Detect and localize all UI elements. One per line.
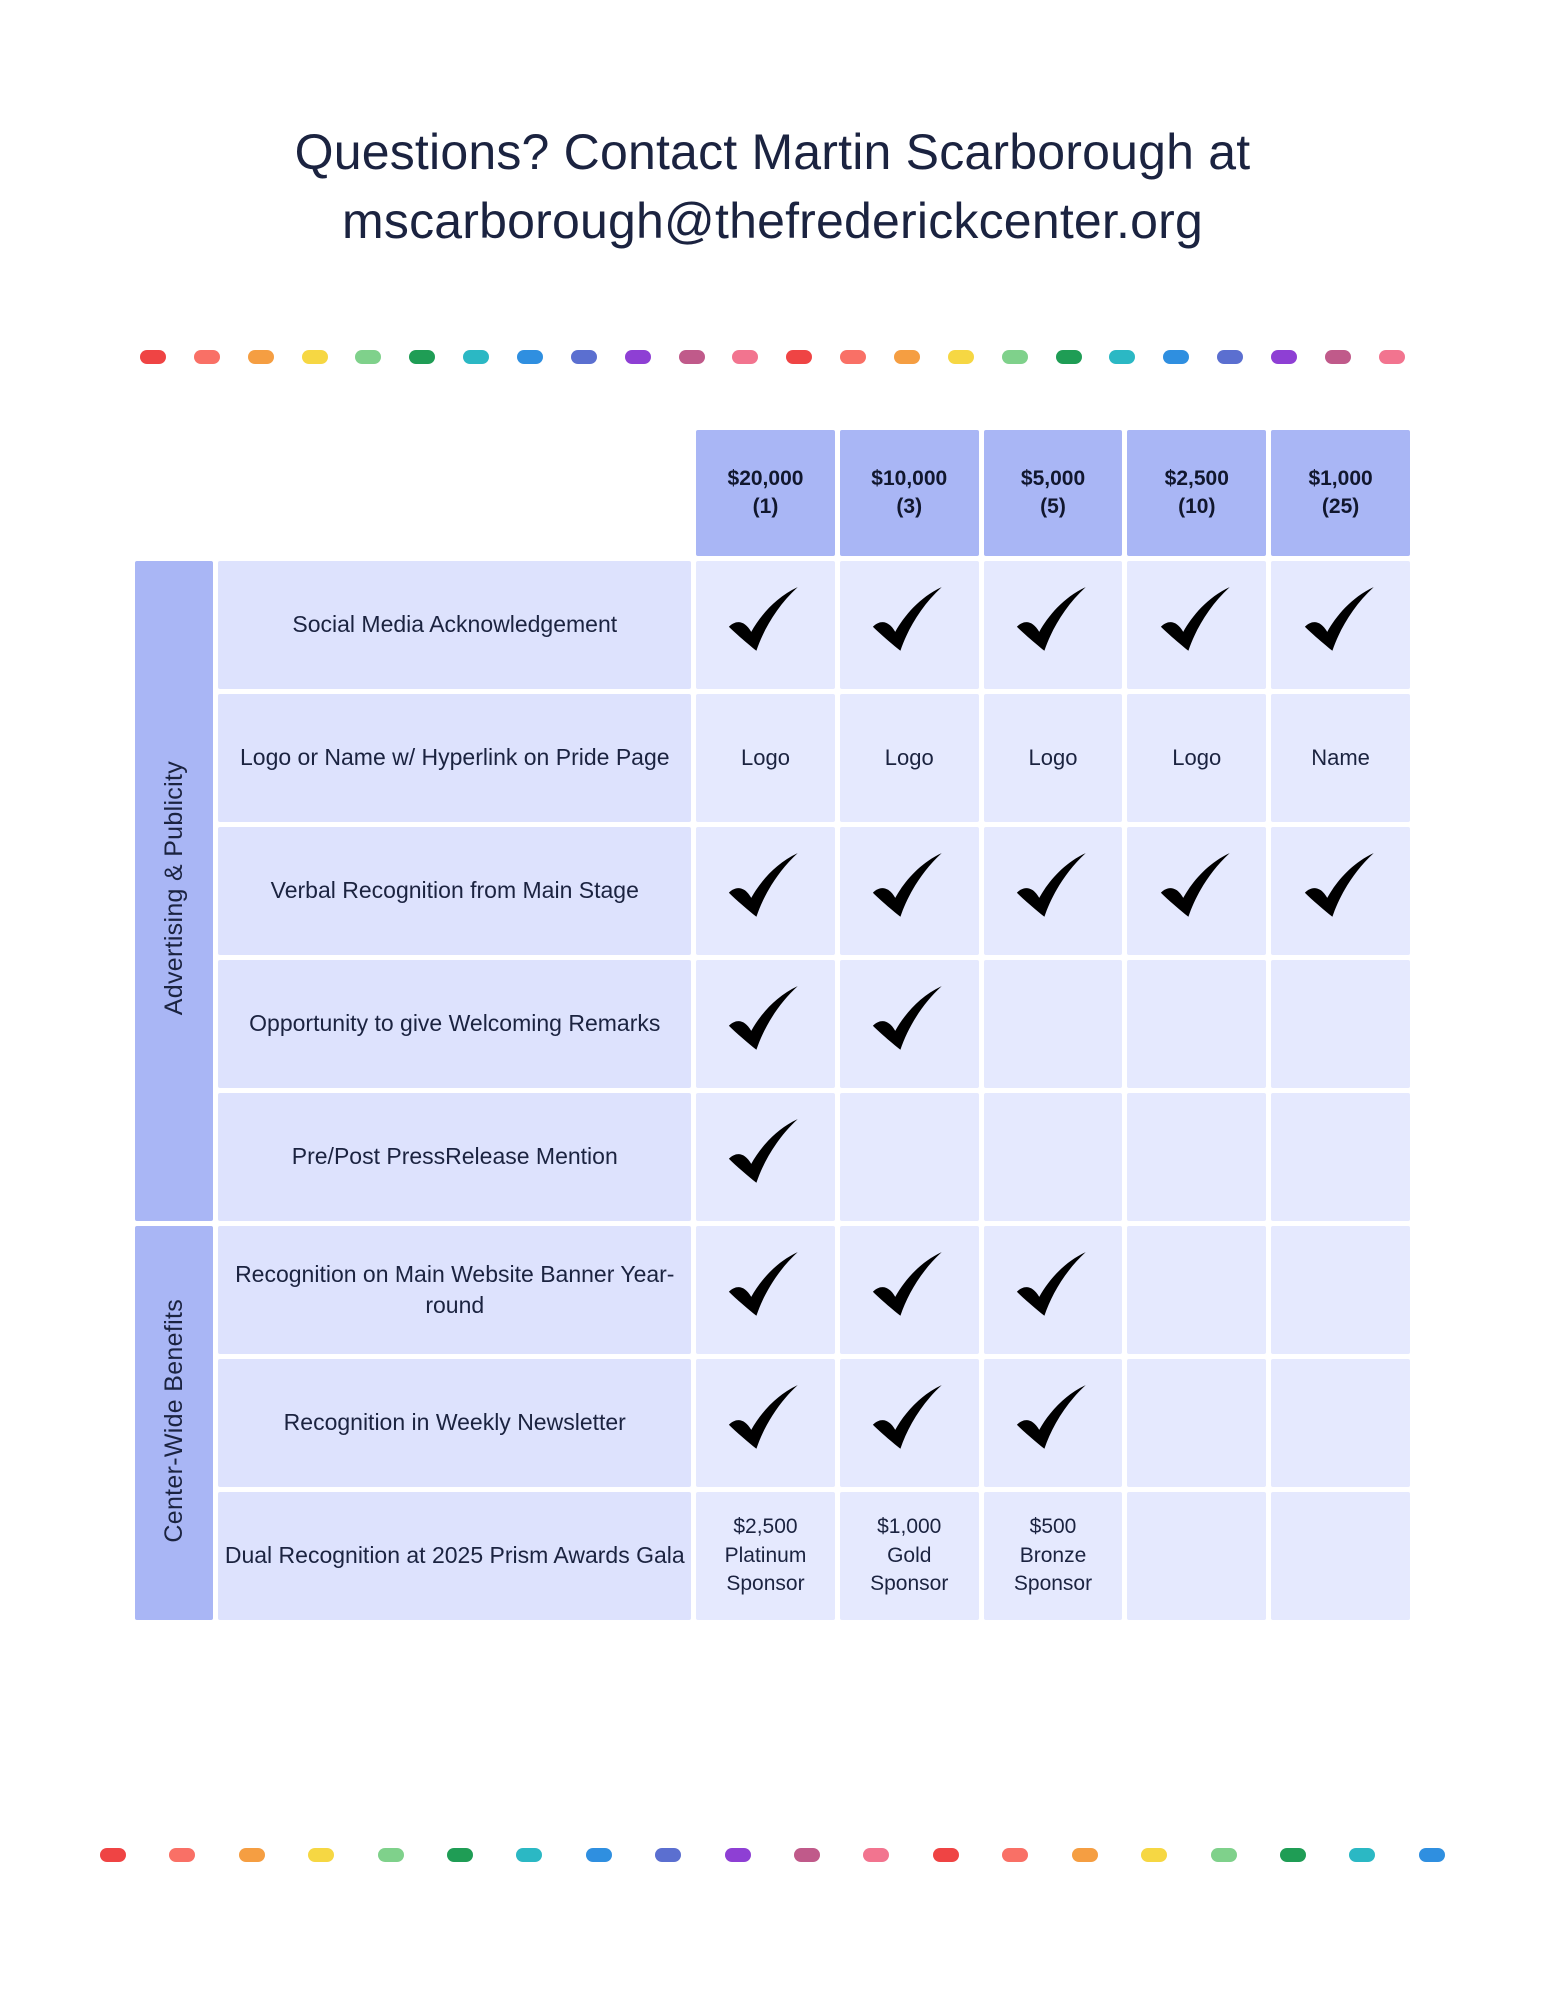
decorative-dot <box>302 350 328 364</box>
tier-value-line: Sponsor <box>1013 1572 1093 1596</box>
decorative-dot <box>248 350 274 364</box>
tier-header-1 <box>696 430 835 556</box>
checkmark-icon <box>722 1114 808 1200</box>
decorative-dot <box>1002 1848 1028 1862</box>
benefit-group-label <box>135 561 213 1221</box>
page-title <box>0 0 1545 256</box>
decorative-dot <box>894 350 920 364</box>
decorative-dot <box>1002 350 1028 364</box>
table-row <box>135 561 1410 689</box>
table-row <box>135 1492 1410 1620</box>
benefit-tier-cell <box>696 561 835 689</box>
tier-header-2 <box>840 430 979 556</box>
benefit-tier-cell <box>1127 1093 1266 1221</box>
decorative-dot <box>140 350 166 364</box>
checkmark-icon <box>866 848 952 934</box>
benefit-tier-cell <box>696 1093 835 1221</box>
tier-header-4 <box>1127 430 1266 556</box>
checkmark-icon <box>1010 1247 1096 1333</box>
tier-value-multiline <box>840 1513 979 1598</box>
benefit-tier-cell <box>840 561 979 689</box>
table-row <box>135 694 1410 822</box>
benefit-tier-cell <box>984 960 1123 1088</box>
decorative-dot-row-top <box>140 350 1405 364</box>
page-title-line-2: mscarborough@thefrederickcenter.org <box>342 193 1203 249</box>
benefit-name-cell: Dual Recognition at 2025 Prism Awards Gala <box>218 1492 691 1620</box>
decorative-dot <box>625 350 651 364</box>
decorative-dot <box>463 350 489 364</box>
tier-value-line: Platinum <box>724 1543 807 1567</box>
tier-value-multiline <box>696 1513 835 1598</box>
table-row <box>135 1226 1410 1354</box>
checkmark-icon <box>722 848 808 934</box>
decorative-dot <box>516 1848 542 1862</box>
decorative-dot <box>447 1848 473 1862</box>
tier-count: (25) <box>1321 495 1360 518</box>
decorative-dot <box>933 1848 959 1862</box>
benefit-tier-cell <box>1271 561 1410 689</box>
benefit-tier-cell <box>1271 827 1410 955</box>
tier-count: (3) <box>896 495 923 518</box>
benefit-tier-cell: Logo <box>696 694 835 822</box>
decorative-dot <box>1211 1848 1237 1862</box>
decorative-dot <box>571 350 597 364</box>
benefit-tier-cell <box>984 1492 1123 1620</box>
benefit-group-label-text: Center-Wide Benefits <box>159 1298 188 1543</box>
benefit-tier-cell <box>840 1093 979 1221</box>
checkmark-icon <box>1298 582 1384 668</box>
tier-amount: $2,500 <box>1164 466 1229 490</box>
benefit-tier-cell <box>1127 960 1266 1088</box>
decorative-dot <box>586 1848 612 1862</box>
decorative-dot <box>378 1848 404 1862</box>
decorative-dot <box>1163 350 1189 364</box>
benefit-tier-cell <box>984 827 1123 955</box>
checkmark-icon <box>1298 848 1384 934</box>
checkmark-icon <box>866 1247 952 1333</box>
decorative-dot <box>100 1848 126 1862</box>
benefit-tier-cell <box>1271 1359 1410 1487</box>
tier-value-line: Sponsor <box>726 1572 805 1596</box>
benefit-tier-cell <box>984 1359 1123 1487</box>
benefit-tier-cell <box>840 1492 979 1620</box>
decorative-dot <box>1349 1848 1375 1862</box>
tier-amount: $1,000 <box>1308 466 1373 490</box>
benefit-tier-cell <box>696 960 835 1088</box>
benefit-tier-cell <box>696 1226 835 1354</box>
benefit-tier-cell <box>1127 561 1266 689</box>
decorative-dot <box>732 350 758 364</box>
checkmark-icon <box>722 1380 808 1466</box>
decorative-dot <box>194 350 220 364</box>
benefit-tier-cell <box>1127 1226 1266 1354</box>
checkmark-icon <box>866 981 952 1067</box>
decorative-dot <box>239 1848 265 1862</box>
decorative-dot <box>1419 1848 1445 1862</box>
benefit-tier-cell <box>696 1359 835 1487</box>
benefit-name-cell: Social Media Acknowledgement <box>218 561 691 689</box>
benefit-tier-cell <box>840 1226 979 1354</box>
decorative-dot-row-bottom <box>100 1848 1445 1862</box>
checkmark-icon <box>722 1247 808 1333</box>
decorative-dot <box>409 350 435 364</box>
checkmark-icon <box>1154 582 1240 668</box>
decorative-dot <box>169 1848 195 1862</box>
benefit-tier-cell: Logo <box>840 694 979 822</box>
tier-value-line: Gold <box>887 1543 932 1567</box>
decorative-dot <box>840 350 866 364</box>
benefit-tier-cell <box>840 960 979 1088</box>
tier-header-5 <box>1271 430 1410 556</box>
checkmark-icon <box>1010 848 1096 934</box>
benefit-tier-cell <box>1271 960 1410 1088</box>
checkmark-icon <box>1154 848 1240 934</box>
tier-amount: $20,000 <box>727 466 804 490</box>
decorative-dot <box>725 1848 751 1862</box>
decorative-dot <box>1141 1848 1167 1862</box>
benefits-matrix-body <box>135 430 1410 1620</box>
benefits-table-container <box>130 425 1415 1625</box>
benefit-group-label <box>135 1226 213 1620</box>
benefit-tier-cell <box>1127 1492 1266 1620</box>
tier-amount: $5,000 <box>1020 466 1086 490</box>
tier-value-line: $1,000 <box>877 1515 942 1539</box>
checkmark-icon <box>1010 1380 1096 1466</box>
benefit-tier-cell <box>984 1093 1123 1221</box>
table-header-row <box>135 430 1410 556</box>
benefit-tier-cell: Logo <box>984 694 1123 822</box>
tier-value-line: $500 <box>1029 1515 1077 1539</box>
benefit-tier-cell <box>1271 1093 1410 1221</box>
decorative-dot <box>948 350 974 364</box>
benefit-tier-cell <box>696 827 835 955</box>
benefit-tier-cell <box>840 827 979 955</box>
decorative-dot <box>308 1848 334 1862</box>
checkmark-icon <box>1010 582 1096 668</box>
decorative-dot <box>786 350 812 364</box>
benefit-tier-cell <box>984 1226 1123 1354</box>
checkmark-icon <box>866 1380 952 1466</box>
benefit-name-cell: Recognition in Weekly Newsletter <box>218 1359 691 1487</box>
benefit-tier-cell <box>1127 1359 1266 1487</box>
benefit-name-cell: Opportunity to give Welcoming Remarks <box>218 960 691 1088</box>
benefit-tier-cell <box>840 1359 979 1487</box>
benefit-tier-cell <box>696 1492 835 1620</box>
decorative-dot <box>1325 350 1351 364</box>
tier-count: (10) <box>1178 495 1216 518</box>
benefit-tier-cell <box>1271 1492 1410 1620</box>
decorative-dot <box>655 1848 681 1862</box>
header-spacer-group <box>135 430 213 556</box>
decorative-dot <box>1379 350 1405 364</box>
benefits-matrix-table <box>130 425 1415 1625</box>
benefit-group-label-text: Advertising & Publicity <box>159 761 188 1016</box>
decorative-dot <box>1271 350 1297 364</box>
decorative-dot <box>679 350 705 364</box>
benefit-tier-cell: Name <box>1271 694 1410 822</box>
benefit-tier-cell: Logo <box>1127 694 1266 822</box>
decorative-dot <box>1109 350 1135 364</box>
header-spacer-benefit <box>218 430 691 556</box>
tier-value-line: $2,500 <box>733 1515 798 1539</box>
benefit-tier-cell <box>984 561 1123 689</box>
benefit-name-cell: Verbal Recognition from Main Stage <box>218 827 691 955</box>
decorative-dot <box>355 350 381 364</box>
tier-value-line: Sponsor <box>870 1572 949 1596</box>
checkmark-icon <box>722 981 808 1067</box>
decorative-dot <box>863 1848 889 1862</box>
checkmark-icon <box>866 582 952 668</box>
tier-header-3 <box>984 430 1123 556</box>
tier-count: (1) <box>752 495 779 518</box>
checkmark-icon <box>722 582 808 668</box>
table-row <box>135 1359 1410 1487</box>
tier-amount: $10,000 <box>871 466 948 490</box>
decorative-dot <box>794 1848 820 1862</box>
page-title-line-1: Questions? Contact Martin Scarborough at <box>294 124 1251 180</box>
benefit-name-cell: Recognition on Main Website Banner Year-round <box>218 1226 691 1354</box>
benefit-name-cell: Pre/Post PressRelease Mention <box>218 1093 691 1221</box>
decorative-dot <box>1217 350 1243 364</box>
decorative-dot <box>1056 350 1082 364</box>
benefit-tier-cell <box>1271 1226 1410 1354</box>
decorative-dot <box>1072 1848 1098 1862</box>
benefit-name-cell: Logo or Name w/ Hyperlink on Pride Page <box>218 694 691 822</box>
tier-value-line: Bronze <box>1019 1543 1087 1567</box>
tier-value-multiline <box>984 1513 1123 1598</box>
decorative-dot <box>1280 1848 1306 1862</box>
tier-count: (5) <box>1040 495 1066 518</box>
benefit-tier-cell <box>1127 827 1266 955</box>
table-row <box>135 960 1410 1088</box>
table-row <box>135 827 1410 955</box>
decorative-dot <box>517 350 543 364</box>
table-row <box>135 1093 1410 1221</box>
